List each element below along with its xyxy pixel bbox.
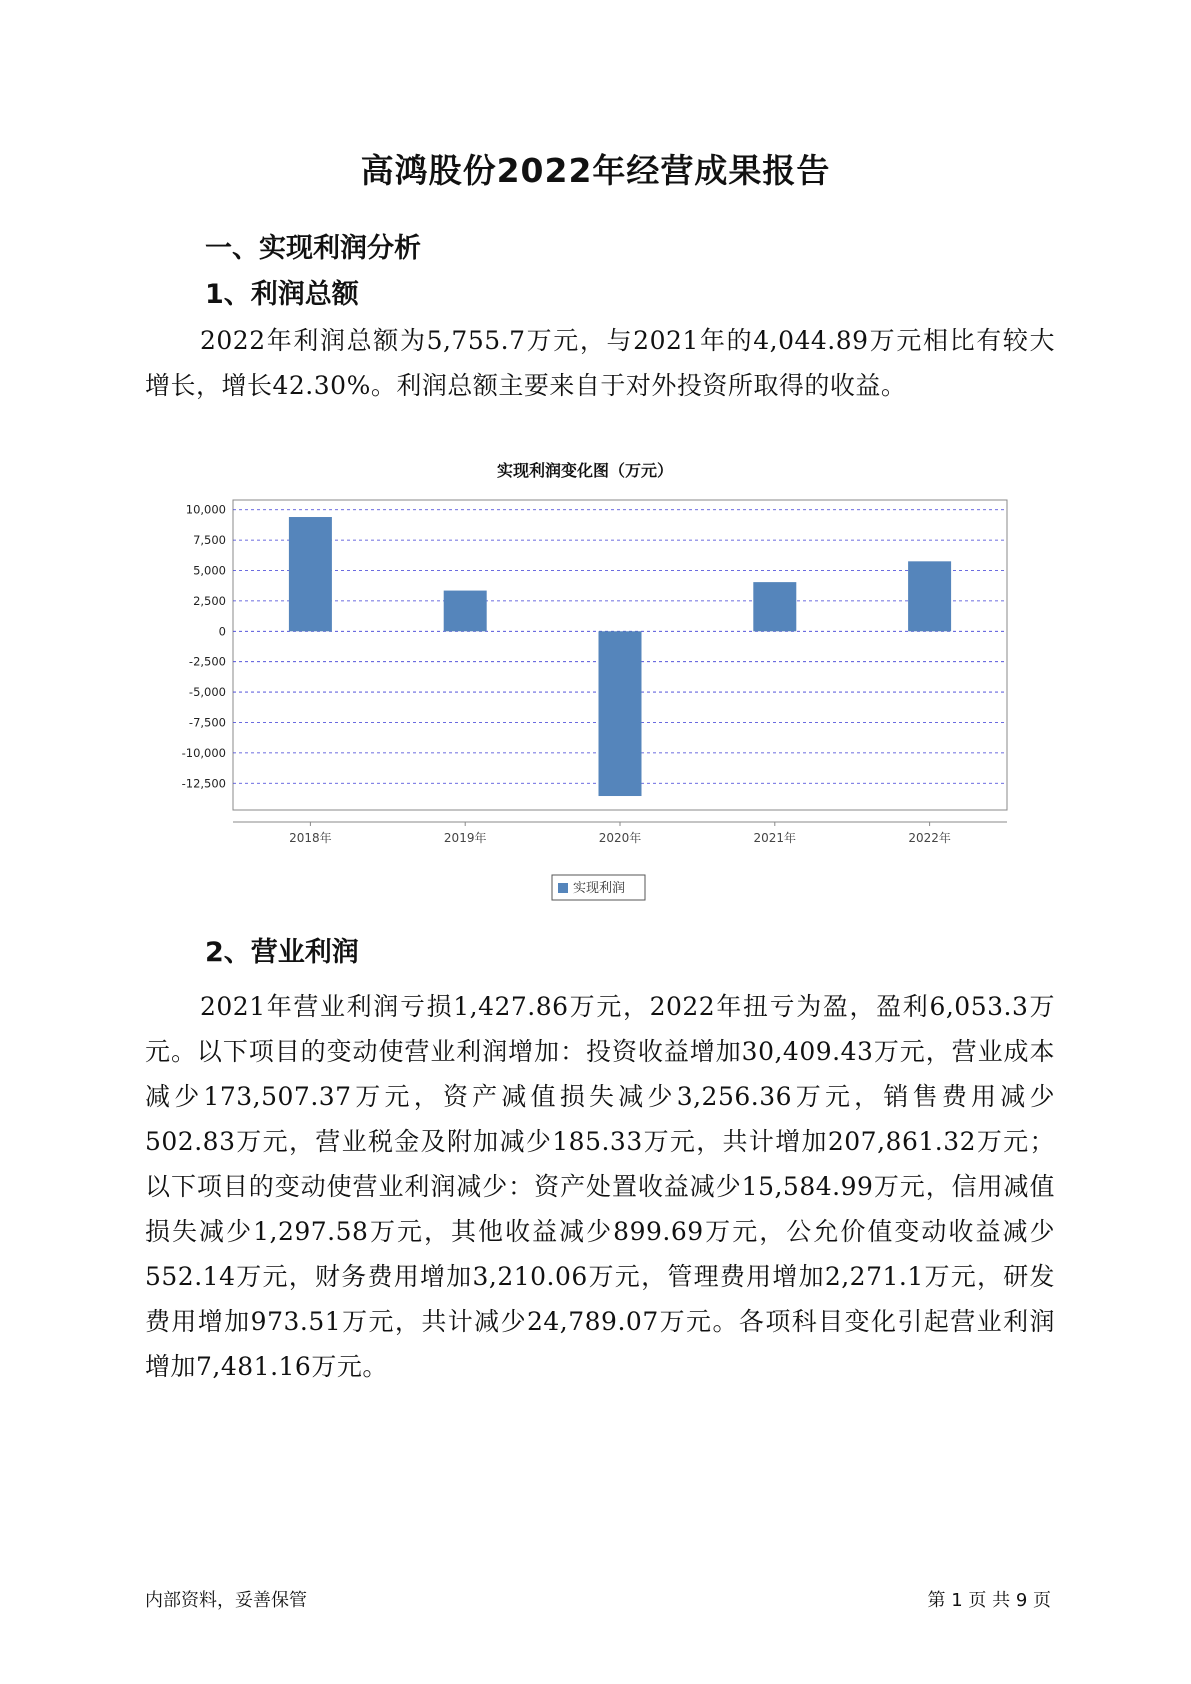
x-tick-label: 2018年 (289, 831, 332, 845)
y-tick-label: -2,500 (188, 654, 226, 669)
x-tick-label: 2019年 (443, 831, 487, 845)
y-tick-label: 2,500 (193, 593, 226, 608)
subsection-heading-operating-profit: 2、营业利润 (205, 937, 359, 968)
chart-title: 实现利润变化图（万元） (496, 461, 673, 480)
profit-bar-chart (150, 453, 1020, 913)
legend-swatch (558, 883, 568, 893)
y-tick-label: -10,000 (181, 745, 226, 760)
y-tick-label: -12,500 (181, 776, 226, 791)
section-heading-profit-analysis: 一、实现利润分析 (205, 233, 421, 264)
legend-label: 实现利润 (573, 881, 626, 896)
paragraph-operating-profit: 2021年营业利润亏损1,427.86万元，2022年扭亏为盈，盈利6,053.3万元。以下项目的变动使营业利润增加：投资收益增加30,409.43万元，营业成本减少173,507.37万元，资产减值损失减少3,256.36万元，销售费用减少502.83万元，营业税金及附加减少185.33万元，共计增加207,861.32万元；以下项目的变动使营业利润减少：资产处置收益减少15,584.99万元，信用减值损失减少1,297.58万元，其他收益减少899.69万元，公允价值变动收益减少552.14万元，财务费用增加3,210.06万元，管理费用增加2,271.1万元，研发费用增加973.51万元，共计减少24,789.07万元。各项科目变化引起营业利润增加7,481.16万元。 (145, 992, 1055, 1381)
bar (289, 517, 332, 631)
bar (908, 561, 951, 631)
x-tick-label: 2022年 (908, 831, 951, 845)
y-tick-label: 0 (218, 624, 226, 639)
page-title: 高鸿股份2022年经营成果报告 (360, 151, 831, 190)
bar (599, 631, 642, 796)
bar (444, 591, 487, 632)
x-tick-label: 2021年 (753, 831, 797, 845)
x-tick-label: 2020年 (598, 831, 642, 845)
y-tick-label: -5,000 (188, 685, 226, 700)
chart-svg (150, 453, 1020, 913)
bar (753, 582, 796, 631)
paragraph-total-profit: 2022年利润总额为5,755.7万元，与2021年的4,044.89万元相比有较大增长，增长42.30%。利润总额主要来自于对外投资所取得的收益。 (145, 326, 1055, 400)
y-tick-label: -7,500 (188, 715, 226, 730)
footer-page-number: 第 1 页 共 9 页 (927, 1590, 1051, 1611)
y-tick-label: 5,000 (193, 563, 226, 578)
footer-confidential-note: 内部资料，妥善保管 (145, 1590, 307, 1611)
subsection-heading-total-profit: 1、利润总额 (205, 279, 359, 310)
y-tick-label: 10,000 (185, 502, 226, 517)
y-tick-label: 7,500 (193, 533, 226, 548)
